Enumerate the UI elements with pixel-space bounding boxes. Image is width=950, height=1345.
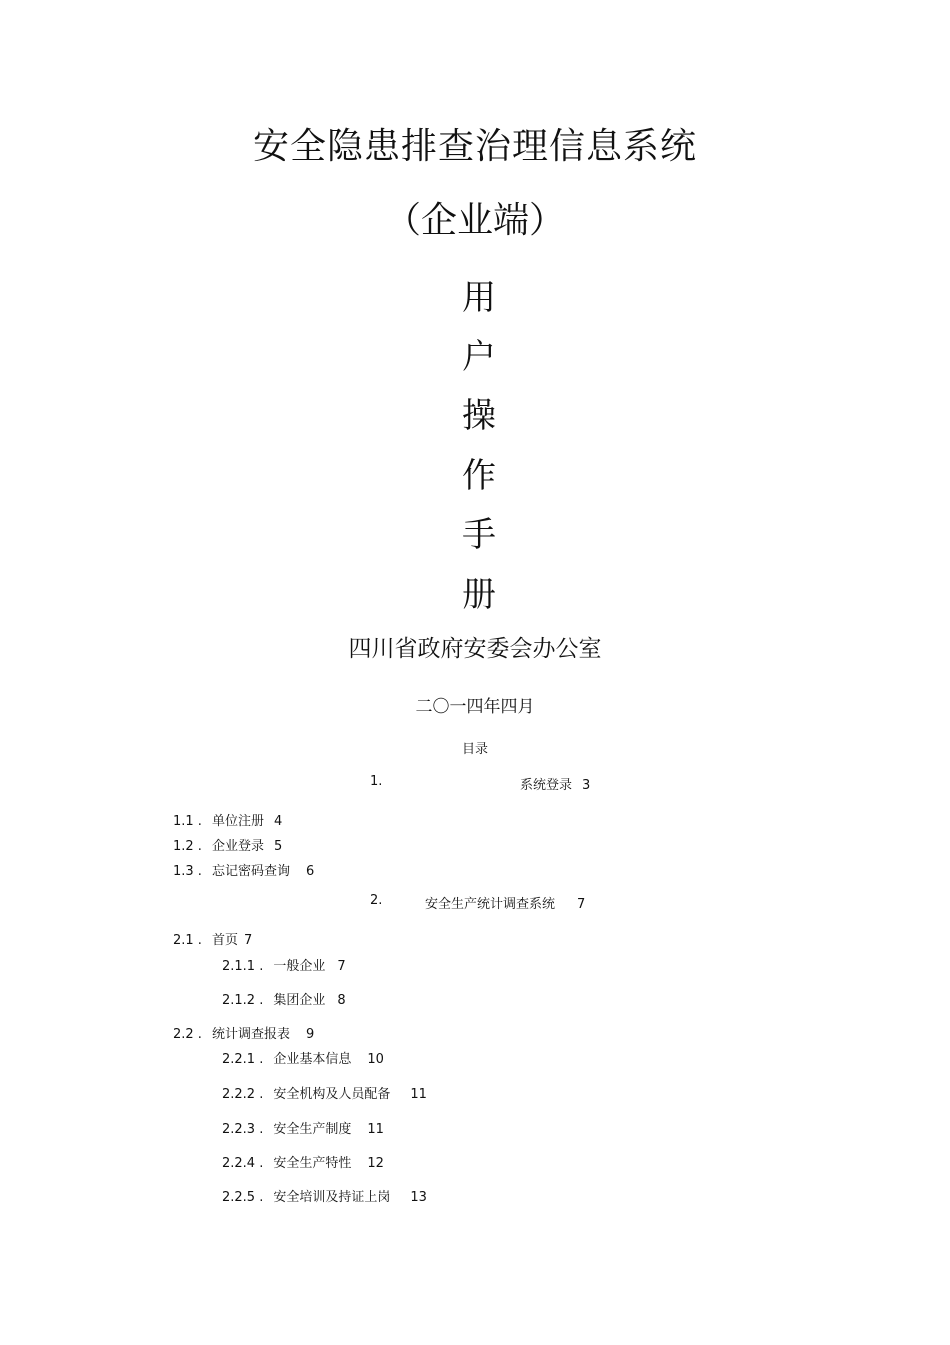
toc-section-1[interactable] <box>520 774 590 793</box>
toc-item-label: 单位注册 <box>211 814 264 829</box>
toc-item-page: 11 <box>410 1087 427 1102</box>
manual-char-2: 户 <box>462 337 496 377</box>
toc-item-2-2-2[interactable] <box>222 1083 427 1102</box>
toc-item-label: 企业登录 <box>211 839 264 854</box>
toc-item-2-2-3[interactable] <box>222 1118 384 1137</box>
toc-item-page: 9 <box>305 1027 315 1042</box>
manual-char-5: 手 <box>462 515 496 555</box>
toc-item-2-2[interactable] <box>173 1023 314 1042</box>
toc-item-label: 企业基本信息 <box>273 1052 352 1067</box>
toc-item-number: 1.3 . <box>173 864 202 879</box>
toc-item-2-1[interactable] <box>173 929 252 948</box>
manual-char-4: 作 <box>462 456 496 496</box>
toc-item-number: 2.1.1 . <box>222 959 264 974</box>
organization-name: 四川省政府安委会办公室 <box>348 636 602 662</box>
toc-item-number: 1.1 . <box>173 814 202 829</box>
toc-section-2[interactable] <box>425 893 585 912</box>
toc-item-number: 2.2 . <box>173 1027 202 1042</box>
toc-item-2-2-1[interactable] <box>222 1048 384 1067</box>
toc-heading: 目录 <box>461 742 488 757</box>
toc-section-label: 安全生产统计调查系统 <box>425 897 556 912</box>
toc-item-page: 13 <box>410 1190 427 1205</box>
document-title: 安全隐患排查治理信息系统 <box>252 126 697 167</box>
toc-item-page: 12 <box>367 1156 384 1171</box>
toc-item-number: 2.2.2 . <box>222 1087 264 1102</box>
toc-item-page: 5 <box>273 839 283 854</box>
toc-item-number: 2.2.3 . <box>222 1122 264 1137</box>
toc-item-2-1-1[interactable] <box>222 955 346 974</box>
toc-item-page: 7 <box>337 959 346 974</box>
toc-item-number: 2.2.1 . <box>222 1052 264 1067</box>
manual-char-1: 用 <box>462 278 496 318</box>
toc-section-1-number: 1. <box>370 774 383 789</box>
toc-item-page: 8 <box>337 993 346 1008</box>
document-subtitle: （企业端） <box>384 200 565 241</box>
toc-section-page: 3 <box>582 778 591 793</box>
toc-item-label: 忘记密码查询 <box>211 864 290 879</box>
toc-item-page: 4 <box>273 814 283 829</box>
toc-item-1-1[interactable] <box>173 810 282 829</box>
toc-item-number: 2.1 . <box>173 933 202 948</box>
toc-item-2-2-5[interactable] <box>222 1186 427 1205</box>
toc-item-label: 安全生产特性 <box>273 1156 352 1171</box>
toc-item-number: 2.2.4 . <box>222 1156 264 1171</box>
toc-section-label: 系统登录 <box>520 778 573 793</box>
toc-item-label: 安全培训及持证上岗 <box>273 1190 391 1205</box>
toc-item-label: 安全机构及人员配备 <box>273 1087 391 1102</box>
toc-item-page: 6 <box>305 864 315 879</box>
toc-item-2-1-2[interactable] <box>222 989 346 1008</box>
toc-item-label: 首页 <box>211 933 238 948</box>
toc-section-page: 7 <box>577 897 586 912</box>
toc-item-1-2[interactable] <box>173 835 282 854</box>
toc-item-number: 2.2.5 . <box>222 1190 264 1205</box>
toc-item-number: 1.2 . <box>173 839 202 854</box>
toc-item-page: 11 <box>367 1122 384 1137</box>
document-date: 二〇一四年四月 <box>415 697 535 717</box>
manual-char-6: 册 <box>462 575 496 615</box>
toc-item-page: 7 <box>243 933 253 948</box>
toc-item-2-2-4[interactable] <box>222 1152 384 1171</box>
toc-item-page: 10 <box>367 1052 384 1067</box>
toc-item-label: 安全生产制度 <box>273 1122 352 1137</box>
toc-item-1-3[interactable] <box>173 860 314 879</box>
toc-section-2-number: 2. <box>370 893 383 908</box>
toc-item-label: 统计调查报表 <box>211 1027 290 1042</box>
manual-char-3: 操 <box>462 396 496 436</box>
toc-item-number: 2.1.2 . <box>222 993 264 1008</box>
toc-item-label: 集团企业 <box>273 993 326 1008</box>
toc-item-label: 一般企业 <box>273 959 326 974</box>
